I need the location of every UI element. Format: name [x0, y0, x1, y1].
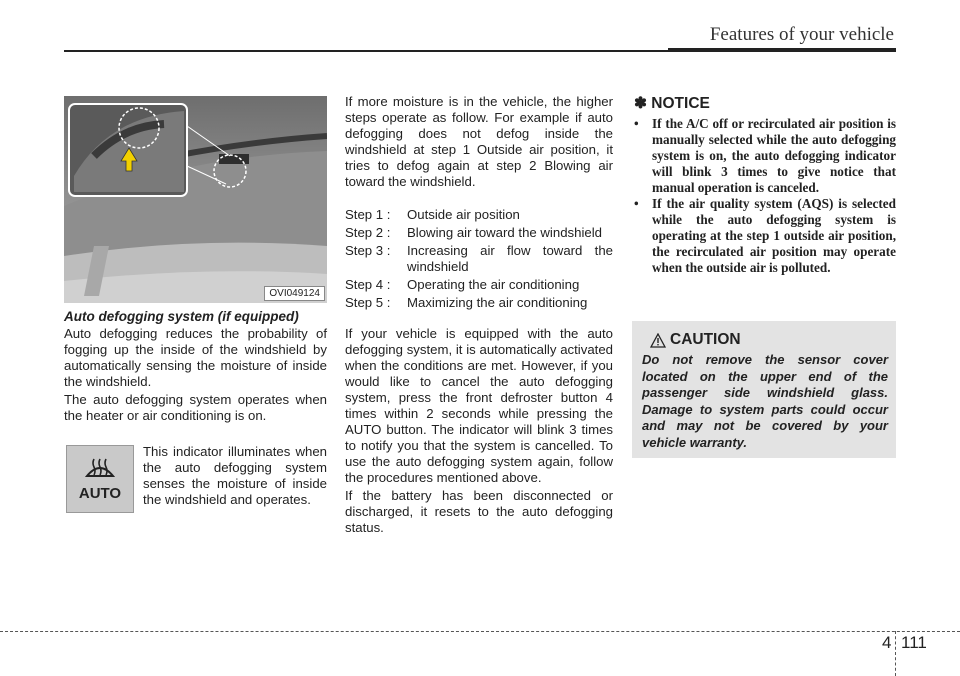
caution-box: [632, 321, 896, 458]
step-label: Step 4 :: [345, 277, 391, 292]
notice-item: • If the A/C off or recirculated air position is manually selected while the auto defogging system is on, the auto defogging indicator will blink 3 times to give notice that manual operation is canceled.: [634, 116, 896, 195]
step-item: [345, 243, 613, 275]
step-item: [345, 207, 613, 223]
step-text: Maximizing the air conditioning: [407, 295, 588, 310]
auto-defog-indicator-icon: [66, 445, 134, 513]
notice-title: ✽ NOTICE: [634, 95, 710, 112]
cancel-procedure-paragraph: If your vehicle is equipped with the auto defogging system, it is automatically activated when the conditions are met. However, if you would like to cancel the auto defogging system, press the front defroster button 4 times within 2 seconds while pressing the AUTO button. The indicator will blink 3 times to notify you that the system is cancelled. To use the auto defogging system again, follow the procedures mentioned above.: [345, 326, 613, 485]
left-column-text: [64, 326, 327, 424]
operation-paragraph: The auto defogging system operates when the heater or air conditioning is on.: [64, 392, 327, 423]
steps-list: [345, 207, 613, 311]
footer-rule: [0, 631, 960, 632]
warning-triangle-icon: [650, 333, 666, 348]
header-rule: [64, 50, 668, 52]
section-heading: Auto defogging system (if equipped): [64, 309, 299, 324]
battery-reset-paragraph: If the battery has been disconnected or discharged, it resets to the auto defogging status.: [345, 488, 613, 535]
middle-column-text: [345, 94, 613, 536]
notice-item: • If the air quality system (AQS) is selected while the auto defogging system is operating at the step 1 outside air position, the recirculated air position may operate when the outside air is polluted.: [634, 196, 896, 275]
caution-text: Do not remove the sensor cover located on the upper end of the passenger side windshield glass. Damage to system parts could occur and may not be covered by your vehicle warranty.: [642, 352, 888, 450]
step-item: [345, 277, 613, 293]
step-label: Step 2 :: [345, 225, 391, 240]
figure-code-label: OVI049124: [264, 286, 325, 301]
chapter-number: 4: [882, 633, 892, 652]
step-item: [345, 295, 613, 311]
footer-divider: [895, 631, 896, 676]
caution-header: [650, 331, 741, 349]
step-label: Step 5 :: [345, 295, 391, 310]
step-text: Blowing air toward the windshield: [407, 225, 602, 240]
auto-icon-label: AUTO: [78, 485, 122, 502]
step-text: Increasing air flow toward the windshield: [407, 243, 613, 274]
windshield-illustration: [64, 96, 327, 303]
step-text: Operating the air conditioning: [407, 277, 580, 292]
step-label: Step 3 :: [345, 243, 391, 258]
step-item: [345, 225, 613, 241]
step-label: Step 1 :: [345, 207, 391, 222]
intro-paragraph: Auto defogging reduces the probability of fogging up the inside of the windshield by automatically sensing the moisture of inside the windshield.: [64, 326, 327, 389]
defrost-icon: [67, 446, 133, 512]
notice-item-text: If the air quality system (AQS) is selected while the auto defogging system is operating at the step 1 outside air position, the recirculated air position may operate when the outside air is polluted.: [652, 196, 896, 275]
page-number: 111: [901, 633, 927, 652]
step-text: Outside air position: [407, 207, 520, 222]
notice-item-text: If the A/C off or recirculated air position is manually selected while the auto defogging system is on, the auto defogging indicator will blink 3 times to give notice that manual operation is canceled.: [652, 116, 896, 195]
indicator-description: This indicator illuminates when the auto defogging system senses the moisture of inside the windshield and operates.: [143, 444, 327, 507]
windshield-sensor-figure: [64, 96, 327, 303]
steps-intro-paragraph: If more moisture is in the vehicle, the higher steps operate as follow. For example if auto defogging does not defog inside the windshield at step 1 Outside air position, it tries to defog again at step 2 Blowing air toward the windshield.: [345, 94, 613, 189]
notice-list: [634, 116, 896, 276]
header-rule-accent: [668, 48, 896, 52]
page-header-title: Features of your vehicle: [709, 24, 894, 45]
caution-title: CAUTION: [670, 331, 741, 348]
